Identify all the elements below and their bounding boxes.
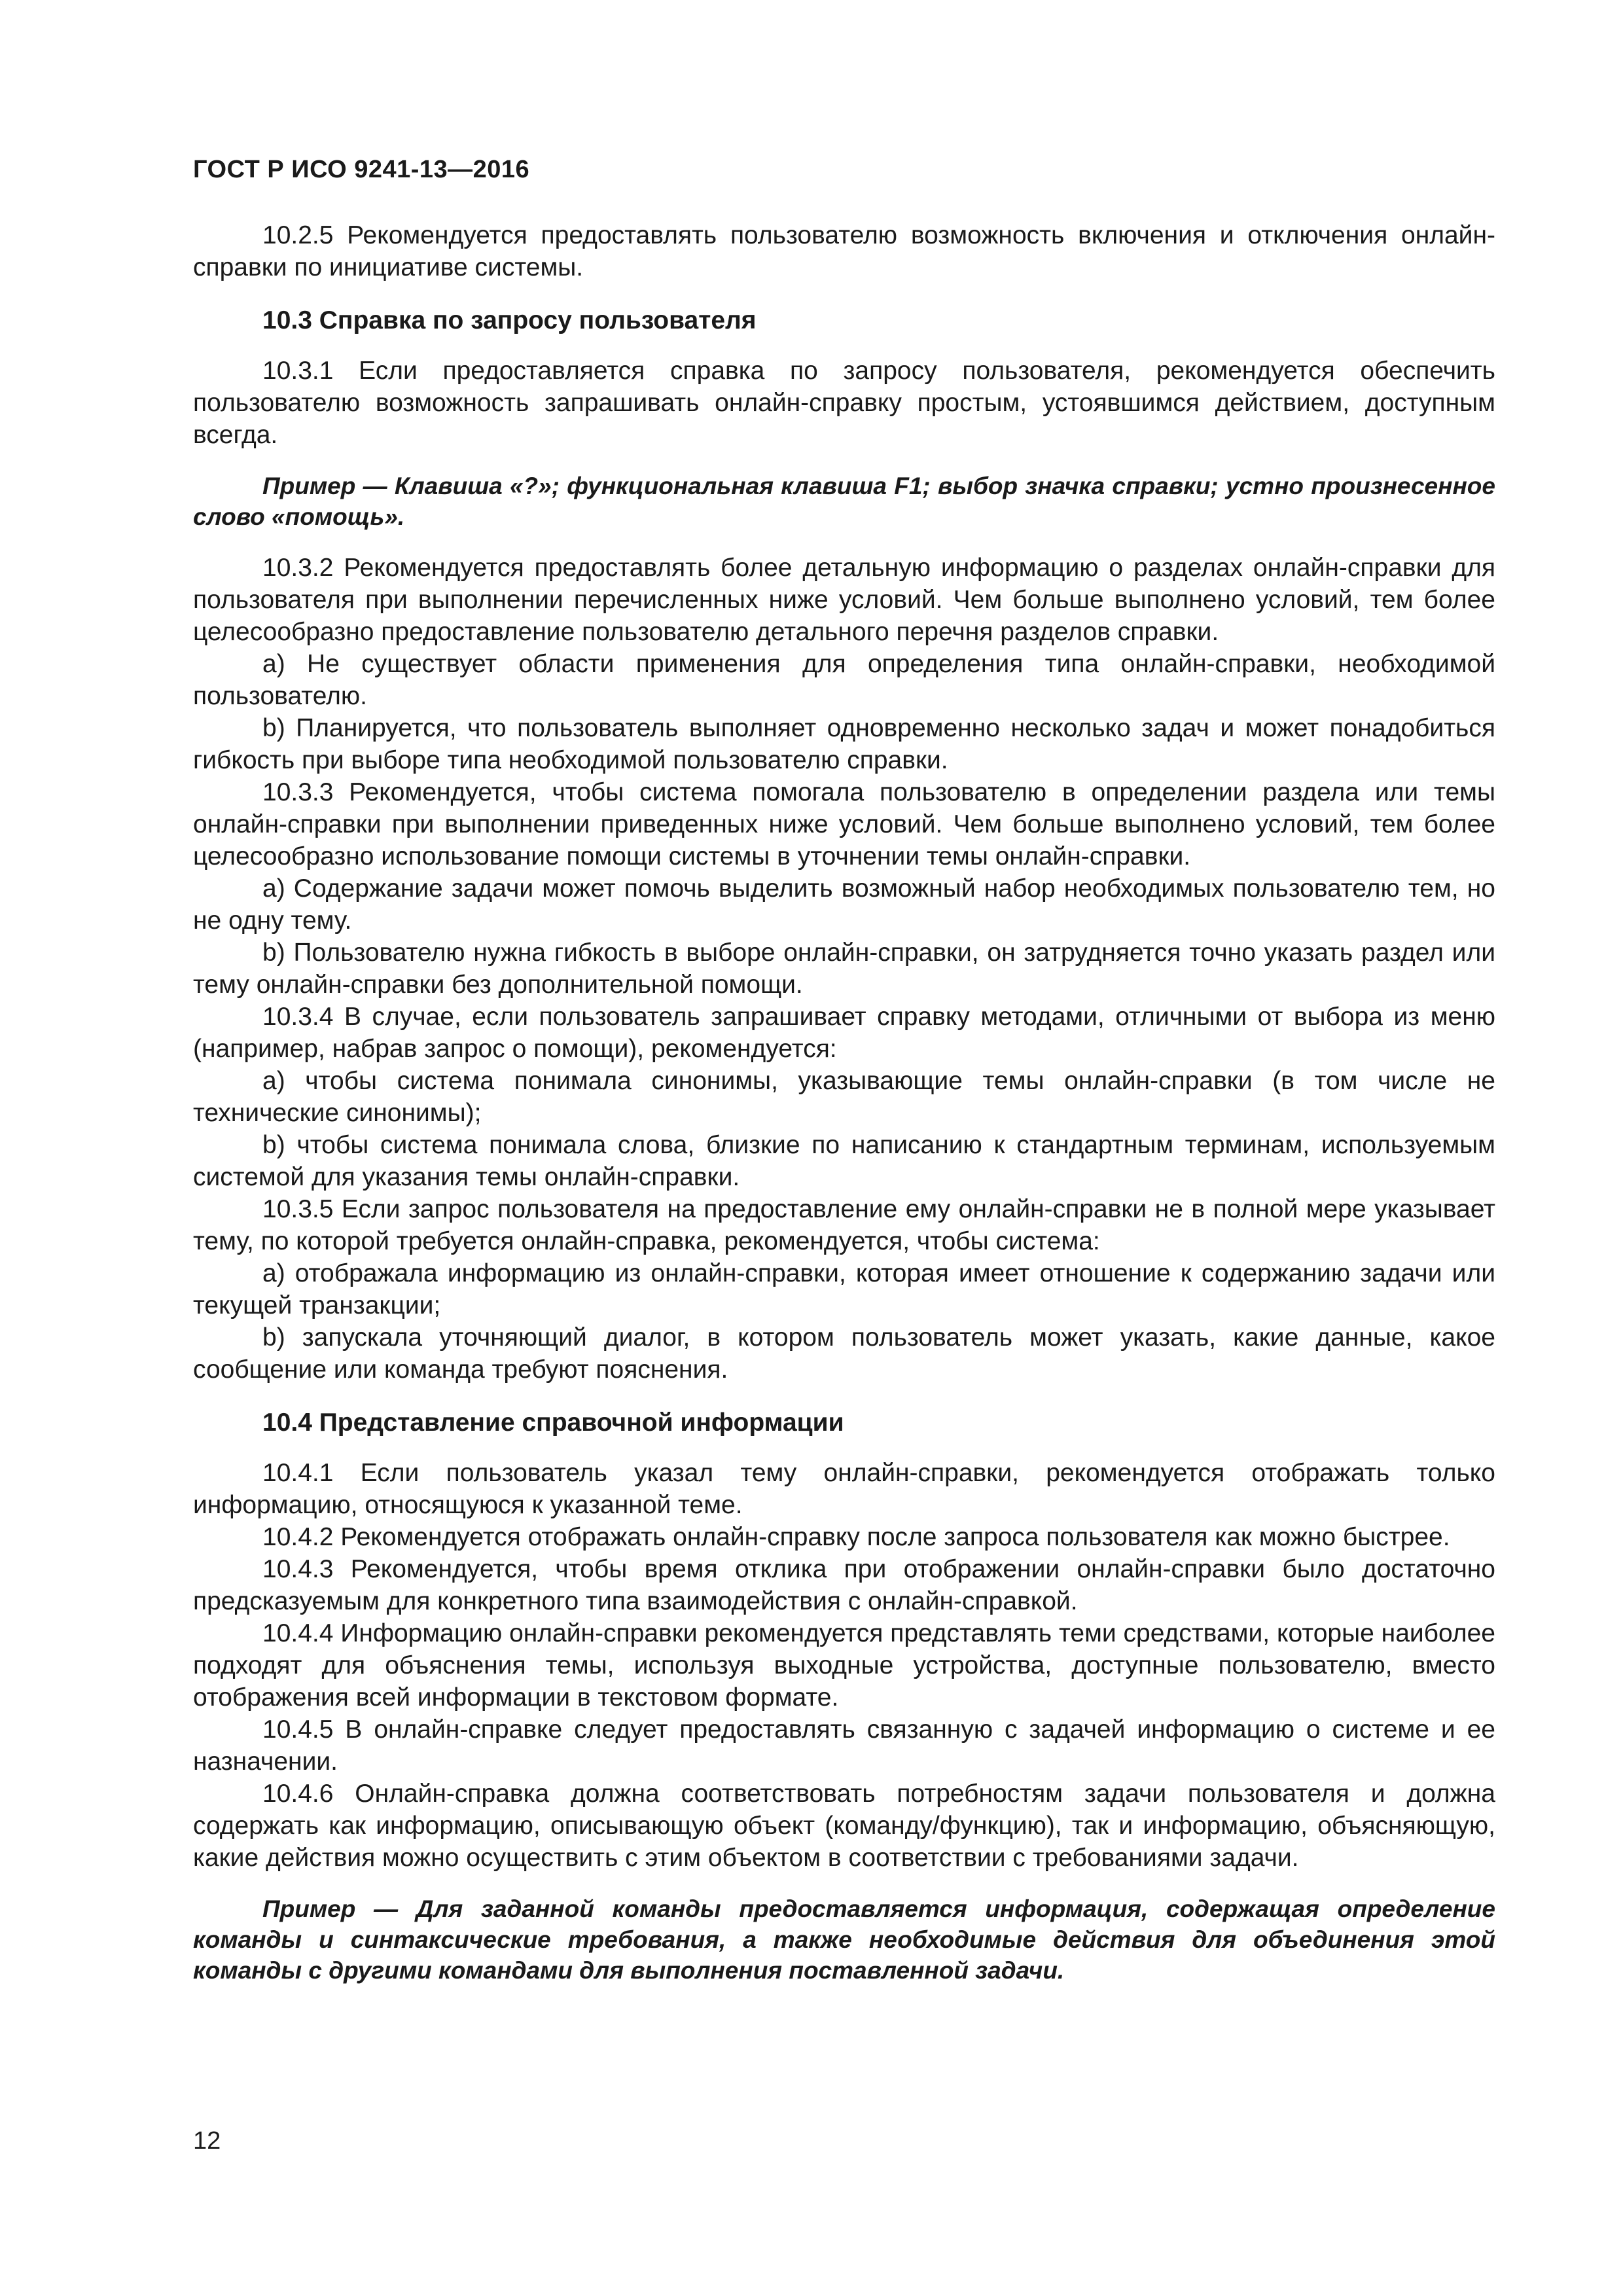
document-header: ГОСТ Р ИСО 9241-13—2016 [193,156,530,183]
page-number: 12 [193,2127,221,2155]
list-item-b: b) Пользователю нужна гибкость в выборе онлайн-справки, он затрудняется точно указать раздел или тему онлайн-справки без дополнительной помощи. [193,939,1495,999]
paragraph-10-4-1: 10.4.1 Если пользователь указал тему онлайн-справки, рекомендуется отображать только информацию, относящуюся к указанной теме. [193,1459,1495,1519]
list-item-b: b) чтобы система понимала слова, близкие по написанию к стандартным терминам, используемым системой для указания темы онлайн-справки. [193,1131,1495,1191]
example-note: Пример — Для заданной команды предоставляется информация, содержащая определение команды и синтаксические требования, а также необходимые действия для объединения этой команды с другими командами для выполнения поставленной задачи. [193,1895,1495,1984]
paragraph-10-3-4: 10.3.4 В случае, если пользователь запрашивает справку методами, отличными от выбора из меню (например, набрав запрос о помощи), рекомендуется: [193,1003,1495,1063]
paragraph-10-4-5: 10.4.5 В онлайн-справке следует предоставлять связанную с задачей информацию о системе и ее назначении. [193,1715,1495,1776]
list-item-a: a) чтобы система понимала синонимы, указывающие темы онлайн-справки (в том числе не технические синонимы); [193,1067,1495,1127]
paragraph-10-4-2: 10.4.2 Рекомендуется отображать онлайн-справку после запроса пользователя как можно быстрее. [262,1523,1450,1551]
list-item-a: a) Содержание задачи может помочь выделить возможный набор необходимых пользователю тем, но не одну тему. [193,874,1495,935]
paragraph-10-4-6: 10.4.6 Онлайн-справка должна соответствовать потребностям задачи пользователя и должна содержать как информацию, описывающую объект (команду/функцию), так и информацию, объясняющую, какие действия можно осуществить с этим объектом в соответствии с требованиями задачи. [193,1780,1495,1872]
example-note: Пример — Клавиша «?»; функциональная клавиша F1; выбор значка справки; устно произнесенное слово «помощь». [193,473,1495,530]
list-item-a: a) Не существует области применения для определения типа онлайн-справки, необходимой пользователю. [193,650,1495,710]
section-heading-10-4: 10.4 Представление справочной информации [262,1408,844,1437]
list-item-a: a) отображала информацию из онлайн-справки, которая имеет отношение к содержанию задачи или текущей транзакции; [193,1259,1495,1319]
paragraph-10-3-1: 10.3.1 Если предоставляется справка по запросу пользователя, рекомендуется обеспечить пользователю возможность запрашивать онлайн-справку простым, устоявшимся действием, доступным всегда. [193,357,1495,449]
paragraph-10-3-2: 10.3.2 Рекомендуется предоставлять более детальную информацию о разделах онлайн-справки для пользователя при выполнении перечисленных ниже условий. Чем больше выполнено условий, тем более целесообразно предоставление пользователю детального перечня разделов справки. [193,554,1495,646]
paragraph-10-3-3: 10.3.3 Рекомендуется, чтобы система помогала пользователю в определении раздела или темы онлайн-справки при выполнении приведенных ниже условий. Чем больше выполнено условий, тем более целесообразно использование помощи системы в уточнении темы онлайн-справки. [193,778,1495,870]
paragraph-10-4-3: 10.4.3 Рекомендуется, чтобы время отклика при отображении онлайн-справки было достаточно предсказуемым для конкретного типа взаимодействия с онлайн-справкой. [193,1555,1495,1615]
paragraph-10-3-5: 10.3.5 Если запрос пользователя на предоставление ему онлайн-справки не в полной мере указывает тему, по которой требуется онлайн-справка, рекомендуется, чтобы система: [193,1195,1495,1255]
list-item-b: b) запускала уточняющий диалог, в котором пользователь может указать, какие данные, какое сообщение или команда требуют пояснения. [193,1323,1495,1384]
section-heading-10-3: 10.3 Справка по запросу пользователя [262,306,757,334]
paragraph-10-2-5: 10.2.5 Рекомендуется предоставлять пользователю возможность включения и отключения онлайн-справки по инициативе системы. [193,221,1495,281]
paragraph-10-4-4: 10.4.4 Информацию онлайн-справки рекомендуется представлять теми средствами, которые наиболее подходят для объяснения темы, используя выходные устройства, доступные пользователю, вместо отображения всей информации в текстовом формате. [193,1619,1495,1712]
list-item-b: b) Планируется, что пользователь выполняет одновременно несколько задач и может понадобиться гибкость при выборе типа необходимой пользователю справки. [193,714,1495,774]
document-body [193,219,1495,1986]
